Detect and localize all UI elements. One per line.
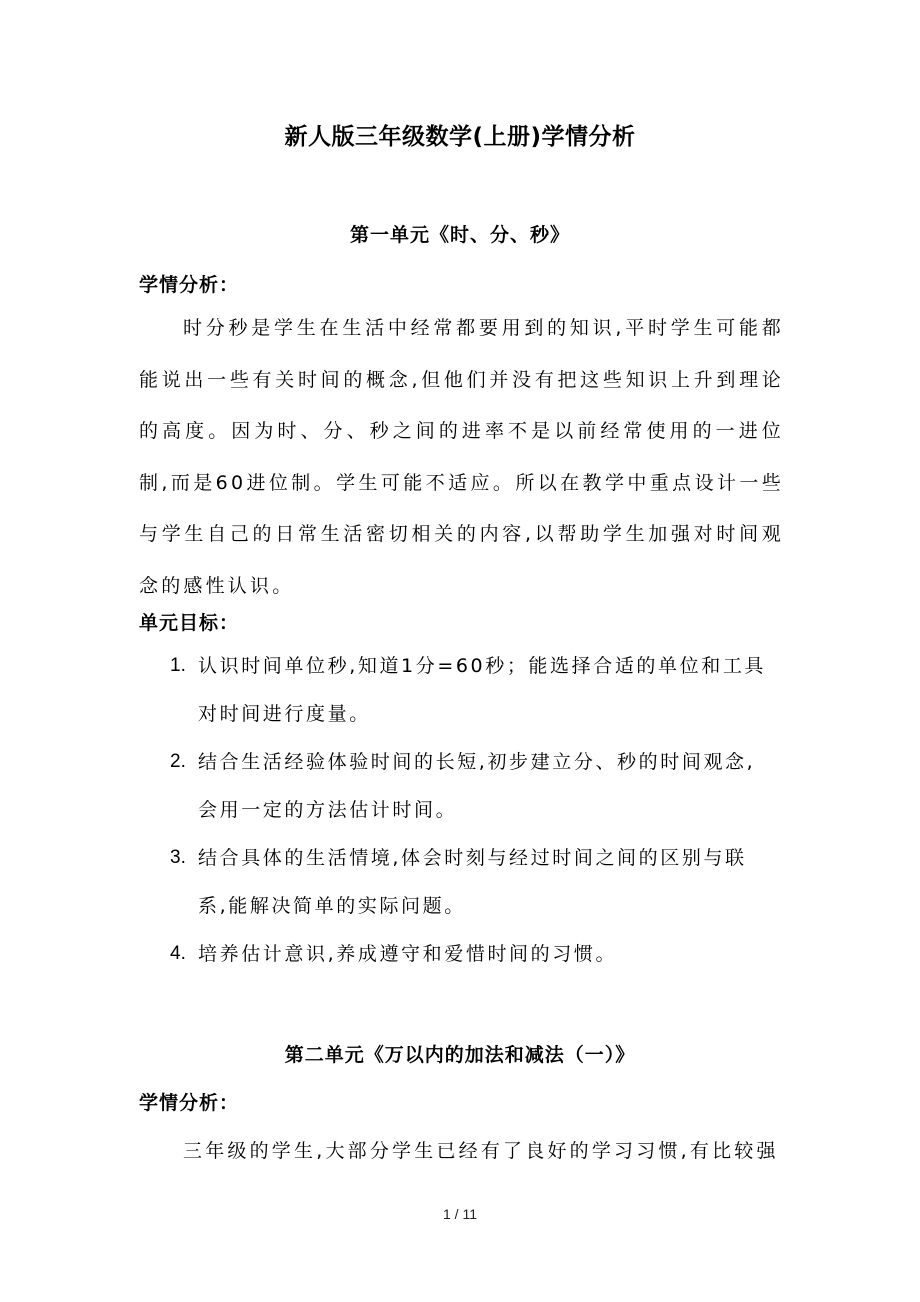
goal-item (170, 738, 770, 834)
unit1-analysis-heading: 学情分析： (139, 274, 240, 296)
unit1-title: 第一单元《时、分、秒》 (349, 224, 570, 246)
goal-item (170, 930, 770, 978)
page-number: 1 / 11 (443, 1206, 477, 1222)
unit1-goals-list (170, 642, 770, 978)
goal-number: 1. (170, 655, 186, 676)
unit1-goals-heading: 单元目标： (139, 612, 240, 634)
goal-text: 结合具体的生活情境,体会时刻与经过时间之间的区别与联系,能解决简单的实际问题。 (198, 847, 747, 917)
unit1-analysis-text: 时分秒是学生在生活中经常都要用到的知识,平时学生可能都能说出一些有关时间的概念,但他们并没有把这些知识上升到理论的高度。因为时、分、秒之间的进率不是以前经常使用的一进位制,而是60进位制。学生可能不适应。所以在教学中重点设计一些与学生自己的日常生活密切相关的内容,以帮助学生加强对时间观念的感性认识。 (139, 317, 784, 597)
goal-item (170, 642, 770, 738)
unit2-analysis-heading: 学情分析： (139, 1092, 240, 1114)
goal-text: 结合生活经验体验时间的长短,初步建立分、秒的时间观念,会用一定的方法估计时间。 (198, 751, 756, 821)
unit2-analysis-text: 三年级的学生,大部分学生已经有了良好的学习习惯,有比较强 (183, 1140, 779, 1162)
goal-number: 4. (170, 943, 186, 964)
goal-text: 培养估计意识,养成遵守和爱惜时间的习惯。 (198, 943, 618, 965)
unit2-title: 第二单元《万以内的加法和减法（一）》 (284, 1044, 636, 1066)
goal-item (170, 834, 770, 930)
goal-text: 认识时间单位秒,知道1分=60秒；能选择合适的单位和工具对时间进行度量。 (198, 655, 767, 725)
document-title: 新人版三年级数学(上册)学情分析 (284, 124, 636, 150)
goal-number: 2. (170, 751, 186, 772)
goal-number: 3. (170, 847, 186, 868)
